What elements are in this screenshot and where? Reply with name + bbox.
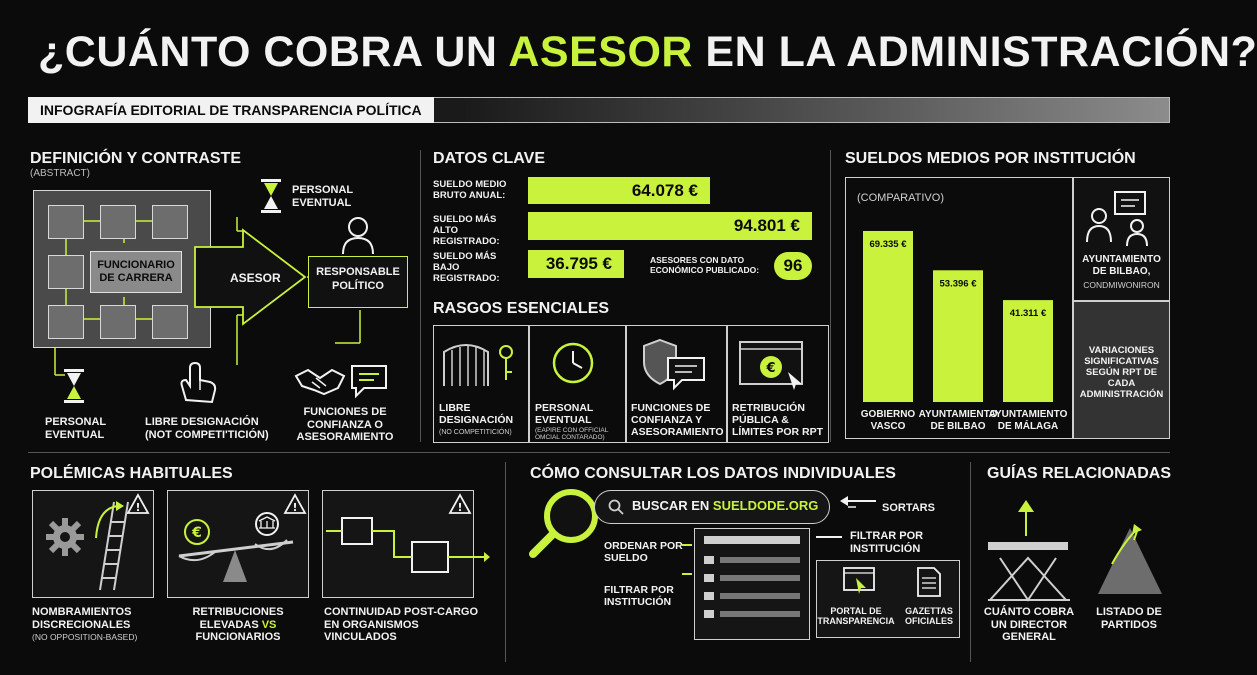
section-title-polemicas: POLÉMICAS HABITUALES — [30, 465, 233, 482]
libre-label: LIBRE DESIGNACIÓN — [145, 416, 259, 428]
arrow-head — [840, 496, 848, 506]
filtrar-right-label: FILTRAR POR INSTITUCIÓN — [850, 530, 924, 555]
list-bullet — [704, 556, 714, 564]
bar-0 — [863, 231, 913, 402]
gate-key-icon — [440, 338, 520, 393]
hourglass-icon — [63, 368, 85, 409]
person-icon — [340, 216, 376, 261]
bar-1 — [933, 270, 983, 402]
clock-icon — [550, 340, 596, 391]
cell — [152, 205, 188, 239]
svg-text:!: ! — [135, 501, 141, 514]
chat-icon — [350, 364, 388, 403]
guia-label[interactable]: CUÁNTO COBRA UN DIRECTOR GENERAL — [983, 606, 1075, 644]
cell — [48, 305, 84, 339]
guia-label[interactable]: LISTADO DE PARTIDOS — [1096, 606, 1162, 631]
magnifier-icon — [527, 484, 607, 565]
category-label: AYUNTAMIENTO — [988, 409, 1068, 420]
browser-pointer-icon[interactable] — [842, 566, 876, 601]
svg-text:€: € — [192, 525, 202, 541]
divider — [726, 325, 728, 443]
section-note: (ABSTRACT) — [30, 168, 90, 179]
funcionario-label: FUNCIONARIO DE CARRERA — [90, 251, 182, 293]
gazettas-label: GAZETTAS OFICIALES — [904, 606, 953, 627]
subtitle: INFOGRAFÍA EDITORIAL DE TRANSPARENCIA POLÍTICA — [28, 97, 434, 123]
eventual-top-label: PERSONAL EVENTUAL — [292, 184, 353, 209]
handshake-icon — [294, 364, 346, 405]
pyramid-icon[interactable] — [986, 496, 1072, 605]
arrow-line — [846, 500, 876, 502]
divider — [420, 150, 421, 442]
title-part: EN LA ADMINISTRACIÓN? — [692, 28, 1257, 76]
bajo-label: SUELDO MÁS BAJO REGISTRADO: — [433, 251, 500, 284]
pointer-hand-icon — [176, 360, 222, 411]
svg-text:!: ! — [457, 501, 463, 514]
hourglass-icon — [260, 178, 282, 219]
medio-label: SUELDO MEDIO BRUTO ANUAL: — [433, 179, 507, 201]
label-part: RETRIBUCIONES ELEVADAS — [192, 606, 284, 631]
search-icon — [608, 499, 624, 520]
arrow-line — [816, 536, 842, 538]
cell — [100, 205, 136, 239]
document-icon[interactable] — [916, 566, 942, 603]
list-bullet — [704, 574, 714, 582]
category-label: AYUNTAMIENTO — [918, 409, 998, 420]
polemica-note: (NO OPPOSITION-BASED) — [32, 632, 138, 642]
rasgo-label: RETRIBUCIÓN PÚBLICA & LÍMITES POR RPT — [732, 402, 824, 439]
alto-label: SUELDO MÁS ALTO REGISTRADO: — [433, 214, 500, 247]
chart-note: (COMPARATIVO) — [857, 192, 944, 204]
euro-window-icon — [738, 340, 808, 395]
gear-icon — [42, 514, 88, 565]
arrow-line — [682, 573, 692, 575]
sortars-label: SORTARS — [882, 502, 935, 514]
search-site: SUELDODE.ORG — [712, 498, 819, 513]
divider — [830, 150, 831, 442]
list-bullet — [704, 610, 714, 618]
title-part: ¿CUÁNTO COBRA UN — [38, 28, 509, 76]
divider — [505, 462, 506, 662]
variation-note: VARIACIONES SIGNIFICATIVAS SEGÚN RPT DE CADA ADMINISTRACIÓN — [1079, 345, 1164, 400]
divider — [970, 462, 971, 662]
alto-value: 94.801 € — [528, 212, 812, 240]
category-label: GOBIERNO — [860, 409, 916, 420]
results-header — [704, 536, 800, 544]
shield-chat-icon — [640, 336, 706, 395]
polemica-label: CONTINUIDAD POST-CARGO EN ORGANISMOS VINCULADOS — [324, 606, 478, 644]
bar-chart — [845, 177, 1073, 439]
warning-icon — [283, 493, 307, 520]
rasgo-label: LIBRE DESIGNACIÓN — [439, 402, 514, 427]
scale-euro-icon — [175, 516, 301, 595]
responsable-label: RESPONSABLE POLÍTICO — [308, 256, 408, 308]
cell — [152, 305, 188, 339]
asesores-count-badge: 96 — [774, 252, 812, 280]
svg-text:€: € — [766, 361, 776, 376]
divider — [28, 452, 1170, 453]
category-label: VASCO — [870, 421, 906, 432]
mountain-icon[interactable] — [1094, 510, 1164, 601]
cell — [48, 205, 84, 239]
divider — [528, 325, 530, 443]
category-label: DE MÁLAGA — [997, 421, 1059, 432]
search-placeholder — [632, 499, 818, 514]
funcionario-block — [33, 190, 211, 348]
ordenar-label: ORDENAR POR SUELDO — [604, 540, 683, 565]
cell — [48, 255, 84, 289]
bar-value-label: 69.335 € — [869, 238, 907, 250]
cell — [100, 305, 136, 339]
list-bullet — [704, 592, 714, 600]
divider — [625, 325, 627, 443]
polemica-label — [170, 606, 306, 644]
rasgo-label: PERSONAL EVENTUAL — [535, 402, 594, 427]
list-item[interactable] — [720, 611, 800, 617]
page-title — [38, 28, 1257, 77]
libre-note: (NOT COMPETI'TICIÓN) — [145, 429, 269, 441]
label-part: FUNCIONARIOS — [195, 631, 281, 644]
polemica-label: NOMBRAMIENTOS DISCRECIONALES — [32, 606, 132, 631]
eventual-bottom-label: PERSONAL EVENTUAL — [45, 416, 106, 441]
section-title-definicion: DEFINICIÓN Y CONTRASTE — [30, 150, 241, 167]
filtrar-left-label: FILTRAR POR INSTITUCIÓN — [604, 584, 674, 609]
warning-icon — [126, 493, 150, 520]
section-title-rasgos: RASGOS ESENCIALES — [433, 300, 610, 317]
list-item[interactable] — [720, 575, 800, 581]
portal-label: PORTAL DE TRANSPARENCIA — [817, 606, 895, 627]
svg-text:!: ! — [292, 501, 298, 514]
results-list — [694, 528, 810, 640]
search-text: BUSCAR EN — [632, 498, 713, 513]
rasgo-label: FUNCIONES DE CONFIANZA Y ASESORAMIENTO — [631, 402, 724, 439]
rasgo-note: (NO COMPETITICIÓN) — [439, 429, 512, 436]
section-title-consultar: CÓMO CONSULTAR LOS DATOS INDIVIDUALES — [530, 465, 896, 482]
section-title-datos: DATOS CLAVE — [433, 150, 546, 167]
funciones-label: FUNCIONES DE CONFIANZA O ASESORAMIENTO — [296, 406, 394, 444]
side-card-title: AYUNTAMIENTO DE BILBAO, — [1082, 254, 1161, 277]
section-title-sueldos: SUELDOS MEDIOS POR INSTITUCIÓN — [845, 150, 1136, 167]
rasgo-note: (EAPIRE CON OFFICIAL OMCIAL CONTARADO) — [535, 427, 609, 442]
list-item[interactable] — [720, 557, 800, 563]
asesor-label: ASESOR — [230, 271, 281, 285]
side-card-sub: CONDMIWONIRON — [1083, 280, 1160, 290]
asesores-label: ASESORES CON DATO ECONÓMICO PUBLICADO: — [650, 255, 760, 275]
medio-value: 64.078 € — [528, 177, 710, 204]
title-highlight: ASESOR — [508, 28, 693, 76]
people-chat-icon — [1085, 190, 1155, 251]
category-label: DE BILBAO — [930, 421, 986, 432]
label-highlight: VS — [261, 618, 277, 631]
bar-value-label: 53.396 € — [939, 278, 977, 290]
bar-value-label: 41.311 € — [1009, 308, 1047, 320]
bajo-value: 36.795 € — [528, 250, 624, 278]
section-title-guias: GUÍAS RELACIONADAS — [987, 465, 1172, 482]
list-item[interactable] — [720, 593, 800, 599]
warning-icon — [448, 493, 472, 520]
